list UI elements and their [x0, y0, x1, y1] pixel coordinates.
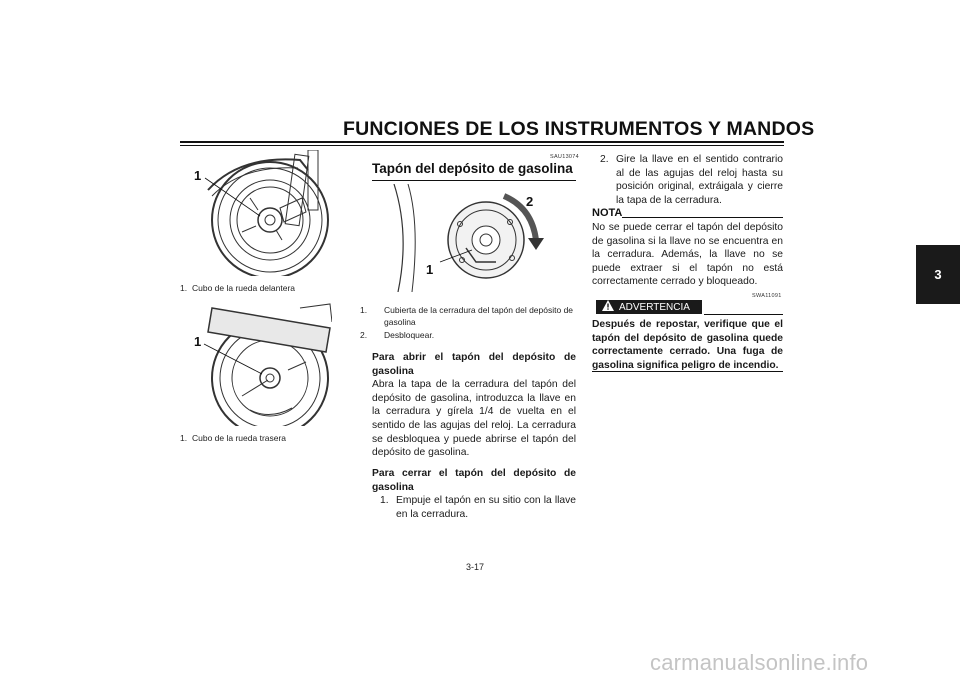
warning-text: Después de repostar, verifique que el tapón del depósito de gasolina quede correctamente cerrado. Una fuga de gasolina significa peligro de incendio.	[592, 319, 783, 371]
warning-triangle-icon	[602, 300, 614, 314]
warning-label-box	[596, 300, 702, 314]
chapter-tab: 3	[916, 245, 960, 304]
fuel-cap-illustration	[380, 184, 574, 292]
nota-rule	[622, 217, 783, 218]
callout-1: 1	[194, 168, 202, 183]
header-rule-thin	[180, 145, 784, 146]
front-wheel-hub-illustration	[180, 150, 332, 276]
right-step: 2. Gire la llave en el sentido contrario al de las agujas del reloj hasta su posición original, extráigala y cierre la tapa de la cerradura.	[600, 154, 783, 206]
warning-rule	[704, 314, 783, 315]
callout-2: 2	[526, 194, 534, 209]
section-rule	[372, 180, 576, 181]
close-heading: Para cerrar el tapón del depósito de gasolina	[372, 468, 576, 493]
page-number: 3-17	[466, 562, 485, 572]
watermark: carmanualsonline.info	[650, 650, 869, 675]
close-step: 1. Empuje el tapón en su sitio con la llave en la cerradura.	[380, 495, 576, 520]
nota-label: NOTA	[592, 207, 623, 219]
warning-label: ADVERTENCIA	[619, 301, 690, 313]
caption-item: 2. Desbloquear.	[360, 330, 435, 340]
figure-caption: 1. Cubo de la rueda trasera	[180, 433, 287, 443]
open-instructions	[372, 351, 576, 460]
open-heading: Para abrir el tapón del depósito de gasolina	[372, 352, 576, 377]
header-rule	[180, 141, 784, 143]
close-instructions	[372, 467, 576, 521]
figure-caption: 1. Cubo de la rueda delantera	[180, 283, 296, 293]
open-paragraph: Abra la tapa de la cerradura del tapón del depósito de gasolina, introduzca la llave en la cerradura y gírela 1/4 de vuelta en el sentido de las agujas del reloj. La cerradura se desbloquea y puede abrirse el tapón del depósito de gasolina.	[372, 379, 576, 459]
section-title: Tapón del depósito de gasolina	[372, 161, 573, 176]
figure-caption-list	[360, 304, 576, 341]
rear-wheel-hub-illustration	[180, 300, 332, 426]
warning-code: SWA11091	[752, 293, 782, 299]
caption-item: 1. Cubierta de la cerradura del tapón del depósito de gasolina	[360, 305, 574, 327]
warning-bottom-rule	[592, 371, 783, 372]
section-code: SAU13074	[550, 154, 580, 160]
callout-1: 1	[426, 262, 434, 277]
callout-1: 1	[194, 334, 202, 349]
page-title: FUNCIONES DE LOS INSTRUMENTOS Y MANDOS	[343, 118, 815, 140]
nota-text: No se puede cerrar el tapón del depósito de gasolina si la llave no se encuentra en la cerradura. Además, la llave no se puede extraer si el tapón no está correctamente cerrado y bloqueado.	[592, 222, 783, 288]
